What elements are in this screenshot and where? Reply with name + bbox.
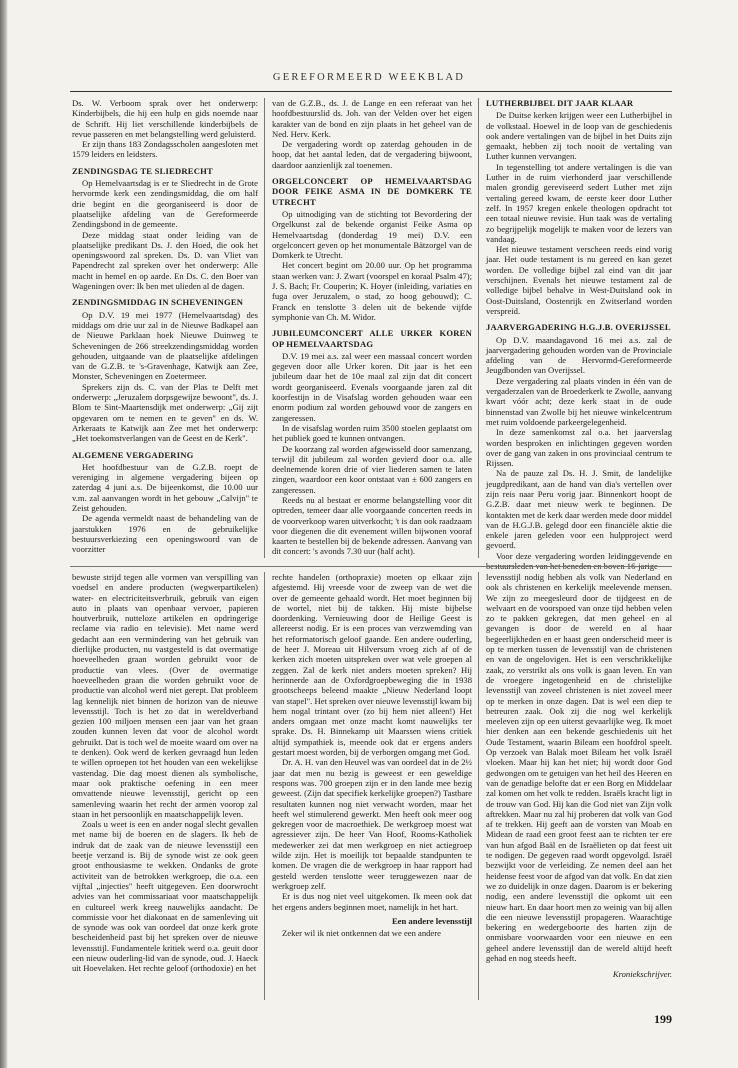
header-rule [70, 91, 672, 92]
page-number: 199 [654, 1012, 672, 1026]
column-divider [264, 572, 265, 1000]
column-top-right [486, 98, 672, 572]
paragraph: Op D.V. maandagavond 16 mei a.s. zal de jaarvergadering gehouden worden van de Provinciale afdeling van de Hervormd-Gereformeerde Jeugdbonden van Overijssel. [486, 334, 672, 376]
paragraph: rechte handelen (orthopraxie) moeten op elkaar zijn afgestemd. Hij vreesde voor de zweep van de wet die over de gemeente gehaald wordt. Het moet beginnen bij de wortel, niet bij de takken. Hij miste bijbelse doordenking. Vernieuwing door de Heilige Geest is allereerst nodig. Er is een proces van verzwemding van het reformatorisch geloof gaande. Een andere ouderling, de heer J. Moreau uit Hilversum vroeg zich af of de kerken zich moeten uitspreken over wat vele groepen al zeggen. Zal de kerk niet anders moeten spreken? Hij herinnerde aan de Oxfordgroepbeweging die in 1938 grootscheeps beleend maakte „Nieuw Nederland loopt van stapel". Het spreken over nieuwe levensstijl kwam bij hem nogal trintant over (zo bij hem niet alleen!) Het anders omgaan met onze macht komt nauwelijks ter sprake. Ds. H. Binnekamp uit Maarssen wiens critiek altijd sympathiek is, meende ook dat er ergens anders gestart moest worden, bij de verborgen omgang met God. [272, 572, 472, 758]
paragraph: In de visafslag worden ruim 3500 stoelen geplaatst om het publiek goed te kunnen ontvangen. [272, 422, 472, 444]
paragraph: De vergadering wordt op zaterdag gehouden in de hoop, dat het aantal leden, dat de vergadering bijwoont, daardoor aanzienlijk zal toenemen. [272, 139, 472, 170]
paragraph: Op uitnodiging van de stichting tot Bevordering der Orgelkunst zal de bekende organist Feike Asma op Hemelvaartsdag (donderdag 19 mei) D.V. een orgelconcert geven op het monumentale Bätzorgel van de Domkerk te Utrecht. [272, 208, 472, 261]
paragraph: Op D.V. 19 mei 1977 (Hemelvaartsdag) des middags om drie uur zal in de Nieuwe Badkapel aan de Nieuwe Parklaan hoek Nieuwe Duinweg te Scheveningen de 266 streekzendingsmiddag worden gehouden, uitgaande van de plaatselijke afdelingen van de G.Z.B. te 's-Gravenhage, Katwijk aan Zee, Monster, Scheveningen en Zoetermeer. [72, 309, 258, 382]
binding-shadow [0, 0, 8, 1068]
paragraph: De koorzang zal worden afgewisseld door samenzang, terwijl dit jubileum zal worden gevierd door o.a. alle deelnemende koren drie of vier liederen samen te laten zingen, waardoor een koor ontstaat van ± 600 zangers en zangeressen. [272, 443, 472, 495]
paragraph: Het concert begint om 20.00 uur. Op het programma staan werken van: J. Zwart (voorspel en koraal Psalm 47); J. S. Bach; Fr. Couperin; K. Hoyer (inleiding, variaties en fuga over Jeruzalem, o stad, zo hoog gebouwd); C. Franck en tenslotte 3 delen uit de bekende vijfde symphonie van Ch. M. Widor. [272, 260, 472, 322]
paragraph: Zeker wil ik niet ontkennen dat we een andere [282, 928, 441, 939]
column-bottom-left [72, 572, 258, 1000]
article-heading: JUBILEUMCONCERT ALLE URKER KOREN OP HEMELVAARTSDAG [272, 328, 472, 349]
paragraph: Na de pauze zal Ds. H. J. Smit, de landelijke jeugdpredikant, aan de hand van dia's vertellen over zijn reis naar Peru vorig jaar. Binnenkort hoopt de G.Z.B. daar met nieuw werk te beginnen. De kontakten met de kerk daar werden mede door middel van de H.G.J.B. gelegd door een financiële aktie die enkele jaren geleden voor een hulpproject werd gevoerd. [486, 468, 672, 551]
author-signature: Kroniekschrijver. [612, 969, 672, 980]
paragraph: De agenda vermeldt naast de behandeling van de jaarstukken 1976 en de gebruikelijke bestuursverkiezing een openingswoord van de voorzitter [72, 513, 258, 555]
article-heading: LUTHERBIJBEL DIT JAAR KLAAR [486, 98, 634, 108]
paragraph: De Duitse kerken krijgen weer een Lutherbijbel in de volkstaal. Hoewel in de loop van de geschiedenis ook andere vertalingen van de bijbel in het Duits zijn gemaakt, hebben zij toch nooit de vertaling van Luther kunnen vervangen. [486, 110, 672, 162]
paragraph: Op Hemelvaartsdag is er te Sliedrecht in de Grote hervormde kerk een zendingsmiddag, die om half drie begint en die georganiseerd is door de plaatselijke afdeling van de Gereformeerde Zendingsbond in de gemeente. [72, 178, 258, 230]
paragraph: Er is dus nog niet veel uitgekomen. Ik meen ook dat het ergens anders beginnen moet, namelijk in het hart. [272, 891, 472, 912]
column-top-middle [272, 98, 472, 558]
paragraph: Deze vergadering zal plaats vinden in één van de vergaderzalen van de Broederkerk te Zwolle, aanvang kwart vóór acht; deze kerk staat in de oude binnenstad van Zwolle bij het nieuwe winkelcentrum met ruim voldoende parkeergelegenheid. [486, 375, 672, 427]
article-heading: ZENDINGSDAG TE SLIEDRECHT [72, 165, 213, 176]
column-bottom-middle [272, 572, 472, 1000]
column-top-left [72, 98, 258, 558]
article-heading: JAARVERGADERING H.G.J.B. OVERIJSSEL [486, 322, 671, 333]
paragraph: Reeds nu al bestaat er enorme belangstelling voor dit optreden, temeer daar alle voorgaande concerten reeds in de voorverkoop waren uitverkocht; 't is dan ook raadzaam voor diegenen die dit evenement willen bijwonen vooraf kaarten te bestellen bij de bekende adressen. Aanvang van dit concert: 's avonds 7.30 uur (half acht). [272, 494, 472, 557]
paragraph: Zoals u weet is een en ander nogal slecht gevallen met name bij de boeren en de slagers. Ik heb de indruk dat de zaak van de nieuwe levensstijl een beetje verzand is. Bij de synode wist ze ook geen groot enthousiasme te wekken. Ondanks de grote activiteit van de betrokken werkgroep, die o.a. een vijftal „injecties" heeft uitgegeven. Een doorwrocht advies van het commissariaat voor maatschappelijk en cultureel werk kreeg nauwelijks aandacht. De commissie voor het diakonaat en de samenleving uit de synode was ook van oordeel dat onze kerk grote bescheidenheid past bij het spreken over de nieuwe levensstijl. Fundamentele kritiek werd o.a. geuit door een nieuw ouderling-lid van de synode, oud. J. Haeck uit Hoevelaken. Het rechte geloof (orthodoxie) en het [72, 819, 258, 974]
column-divider [478, 572, 479, 1000]
article-heading: ZENDINGSMIDDAG IN SCHEVENINGEN [72, 297, 244, 308]
column-divider [264, 98, 265, 558]
column-divider [478, 98, 479, 558]
paragraph: Voor deze vergadering worden leidinggevende en bestuursleden van het beneden en boven 16-jarige [486, 550, 672, 572]
column-bottom-right [486, 572, 672, 1000]
paragraph: Deze middag staat onder leiding van de plaatselijke predikant Ds. J. den Hoed, die ook het openingswoord zal spreken. Ds. D. van Vliet van Papendrecht zal spreken over het onderwerp: Alle macht in hemel en op aarde. En Ds. C. den Boer van Wageningen over: Ik ben met ulieden al de dagen. [72, 229, 258, 292]
paragraph: Dr. A. H. van den Heuvel was van oordeel dat in de 2½ jaar dat men nu bezig is geweest er een geweldige respons was. 700 groepen zijn er in den lande mee bezig geweest. (Zijn dat specifiek kerkelijke groepen?) Tastbare resultaten kunnen nog niet verwacht worden, maar het heeft wel stimulerend gewerkt. Men heeft ook meer oog gekregen voor de macroethiek. De werkgroep moest wat agressiever zijn. De heer Van Hoof, Rooms-Katholiek medewerker zei dat men werkgroep en niet actiegroep wilde zijn. Het is moeilijk tot bepaalde standpunten te komen. De vragen die de werkgroep in haar rapport had gesteld werden tenslotte weer teruggewezen naar de werkgroep zelf. [272, 757, 472, 891]
article-heading: ALGEMENE VERGADERING [72, 449, 194, 460]
paragraph: Sprekers zijn ds. C. van der Plas te Delft met onderwerp: „Jeruzalem dorpsgewijze bewoont", ds. J. Blom te Sint-Maartensdijk met onderwerp: „Gij zijt opgevaren om te nemen en te geven" en ds. W. Arkeraats te Katwijk aan Zee met het onderwerp: „Het toekomstverlangen van de Geest en de Kerk". [72, 381, 258, 444]
paragraph: In deze samenkomst zal o.a. het jaarverslag worden besproken en inlichtingen gegeven worden over de gang van zaken in ons provinciaal centrum te Rijssen. [486, 427, 672, 469]
paragraph: bewuste strijd tegen alle vormen van verspilling van voedsel en andere producten (wegwerpartikelen) water- en electriciteitsverbruik, gebruik van eigen auto in plaats van openbaar vervoer, papieren houtverbruik, nutteloze artikelen en opdringerige reclame via radio en televisie). Met name werd gedacht aan een vermindering van het gebruik van dierlijke producten, nu vastgesteld is dat overmatige hoeveelheden graan worden gebruikt voor de productie van vlees. (Over de overmatige hoeveelheden graan die worden gebruikt voor de productie van alcohol werd niet gerept. Dat probleem lag kennelijk niet binnen de horizon van de nieuwe levensstijl. Toch is het zo dat in wereldverband gezien 100 miljoen mensen een jaar van het graan zouden kunnen leven dat voor de alcohol wordt gebruikt. Dat is toch wel de moeite waard om over na te denken). Ook werd de kerken gevraagd hun leden te willen oproepen tot het houden van een wekelijkse vastendag. Die dag moest dienen als symbolische, maar ook praktische oefening in een meer omvattende nieuwe levensstijl, gericht op een samenleving waarin het recht der armen voorop zal staan in het persoonlijk en maatschappelijk leven. [72, 572, 258, 819]
paragraph: In tegenstelling tot andere vertalingen is die van Luther in de ruim vierhonderd jaar verschillende malen grondig gereviseerd sedert Luther met zijn vertaling gereed kwam, de eerste keer door Luther zelf. In 1957 kregen enkele theologen opdracht tot een totaal nieuwe revisie. Hun taak was de vertaling zo begrijpelijk mogelijk te maken voor de lezers van vandaag. [486, 161, 672, 244]
paragraph: D.V. 19 mei a.s. zal weer een massaal concert worden gegeven door alle Urker koren. Dit jaar is het een jubileum daar het de 10e maal zal zijn dat dit concert wordt georganiseerd. Evenals voorgaande jaren zal dit koorfestijn in de Visafslag worden gehouden waar een enorm podium zal worden gebouwd voor de zangers en zangeressen. [272, 350, 472, 423]
paragraph: Er zijn thans 183 Zondagsscholen aangesloten met 1579 leiders en leidsters. [72, 139, 258, 160]
paragraph: van de G.Z.B., ds. J. de Lange en een referaat van het hoofdbestuurslid ds. Joh. van der Velden over het eigen karakter van de bond en zijn plaats in het geheel van de Ned. Herv. Kerk. [272, 98, 472, 139]
article-heading: ORGELCONCERT OP HEMELVAARTSDAG DOOR FEIKE ASMA IN DE DOMKERK TE UTRECHT [272, 176, 472, 207]
section-divider [70, 566, 672, 567]
paragraph: Het hoofdbestuur van de G.Z.B. roept de vereniging in algemene vergadering bijeen op zaterdag 4 juni a.s. De bijeenkomst, die 10.00 uur v.m. zal aanvangen wordt in het gebouw „Calvijn" te Zeist gehouden. [72, 461, 258, 513]
paragraph: Het nieuwe testament verscheen reeds eind vorig jaar. Het oude testament is nu gereed en kan gezet worden. De volledige bijbel zal eind van dit jaar verschijnen. Evenals het nieuwe testament zal de volledige bijbel behalve in West-Duitsland ook in Oost-Duitsland, Oostenrijk en Zwitserland worden verspreid. [486, 244, 672, 316]
running-head: GEREFORMEERD WEEKBLAD [272, 72, 466, 83]
paragraph: Ds. W. Verboom sprak over het onderwerp: Kinderbijbels, die hij een hulp en gids noemde naar de Schrift. Hij liet verschillende kinderbijbels de revue passeren en met belangstelling werd geluisterd. [72, 98, 258, 139]
subheading: Een andere levensstijl [391, 915, 472, 926]
paragraph: levensstijl nodig hebben als volk van Nederland en ook als christenen en kerkelijk meelevende mensen. We zijn zo meegesleurd door de tijdgeest en de welvaart en de voorspoed van onze tijd hebben velen zo te pakken gekregen, dat men geheel en al gevangen is door de wereld en al haar begeerlijkheden en er haast geen onderscheid meer is op te merken tussen de levensstijl van de christenen en van de ongelovigen. Het is een verschrikkelijke zaak, zo verstrikt als ons volk is gaan leven. En van de vroegere ingetogenheid en de christelijke levensstijl van zoveel christenen is niet zoveel meer op te merken in onze dagen. Dat is wel een diep te betreuren zaak. Ook zij die nog wel kerkelijk meeleven zijn op een uiterst gevaarlijke weg. Ik moet hier denken aan een bekende geschiedenis uit het Oude Testament, waarin Bileam een hoofdrol speelt. Op verzoek van Balak moet Bileam het volk Israël vloeken. Maar hij kan het niet; hij wordt door God gedwongen om te getuigen van het heil des Heeren en van de genadige belofte dat er een Borg en Middelaar zal komen om het volk te redden. Israëls kracht ligt in de trouw van God. Hij kan die God niet van Zijn volk aftrekken. Maar nu zal hij proberen dat volk van God af te trekken. Hij geeft aan de vorsten van Moab en Midean de raad een groot feest aan te richten ter ere van hun afgod Baäl en de Israëlieten op dat feest uit te nodigen. De gegeven raad wordt opgevolgd. Israël bezwijkt voor de verleiding. Ze nemen deel aan het heidense feest voor de afgod van dat volk. En dat zien we zo duidelijk in onze dagen. Daarom is er bekering nodig, een andere levensstijl die opkomt uit een nieuw hart. En daar hoort men zo weinig van bij allen die een nieuwe levensstijl propageren. Waarachtige bekering en wedergeboorte des harten zijn de onmisbare voorwaarden voor een nieuwe en een geheel andere levensstijl dan de wereld altijd heeft gehad en nog steeds heeft. [486, 572, 672, 963]
